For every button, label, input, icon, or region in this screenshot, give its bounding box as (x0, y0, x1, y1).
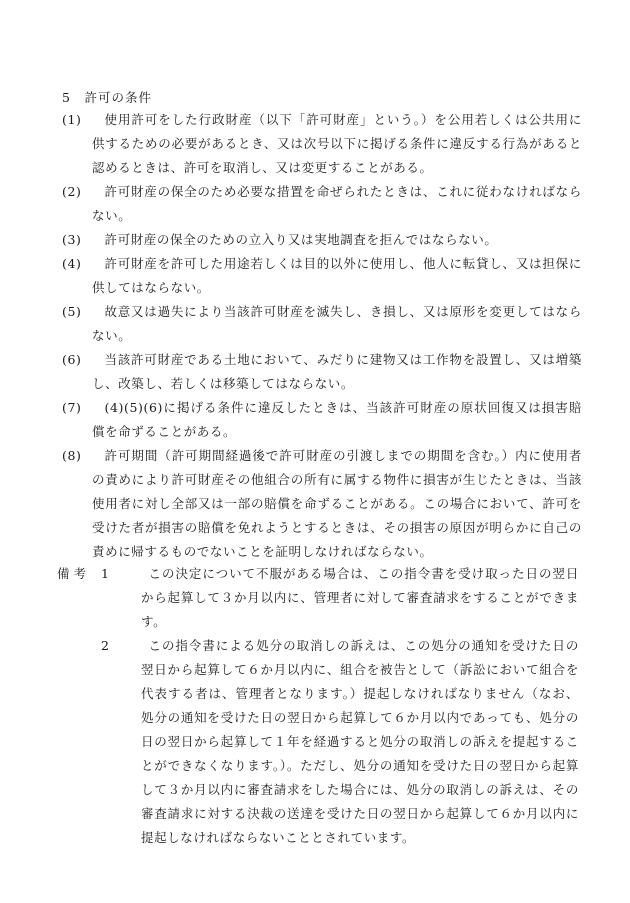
condition-text: 許可財産の保全のため必要な措置を命ぜられたときは、これに従わなければならない。 (92, 184, 582, 223)
condition-number: (7) (62, 400, 82, 415)
condition-number: (3) (62, 232, 82, 247)
condition-text: 許可財産の保全のための立入り又は実地調査を拒んではならない。 (104, 232, 498, 247)
condition-item-4 (62, 252, 582, 300)
section-heading (62, 86, 152, 110)
note-number: 1 (101, 566, 110, 581)
condition-item-6 (62, 348, 582, 396)
condition-number: (5) (62, 304, 82, 319)
note-text: この決定について不服がある場合は、この指令書を受け取った日の翌日から起算して３か月以内に、管理者に対して審査請求をすることができます。 (141, 566, 579, 629)
condition-text: (4)(5)(6)に掲げる条件に違反したときは、当該許可財産の原状回復又は損害賠償を命ずることがある。 (92, 400, 582, 439)
condition-number: (2) (62, 184, 82, 199)
condition-text: 許可期間（許可期間経過後で許可財産の引渡しまでの期間を含む。）内に使用者の責めにより許可財産その他組合の所有に属する物件に損害が生じたときは、当該使用者に対し全部又は一部の賠償を命ずることがある。この場合において、許可を受けた者が損害の賠償を免れようとするときは、その損害の原因が明らかに自己の責めに帰するものでないことを証明しなければならない。 (92, 448, 582, 559)
condition-number: (4) (62, 256, 82, 271)
note-text: この指令書による処分の取消しの訴えは、この処分の通知を受けた日の翌日から起算して６か月以内に、組合を被告として（訴訟において組合を代表する者は、管理者となります。）提起しなければなりません（なお、処分の通知を受けた日の翌日から起算して６か月以内であっても、処分の日の翌日から起算して１年を経過すると処分の取消しの訴えを提起することができなくなります。）。ただし、処分の通知を受けた日の翌日から起算して３か月以内に審査請求をした場合には、処分の取消しの訴えは、その審査請求に対する決裁の送達を受けた日の翌日から起算して６か月以内に提起しなければならないこととされています。 (141, 638, 579, 845)
condition-item-7 (62, 396, 582, 444)
condition-text: 許可財産を許可した用途若しくは目的以外に使用し、他人に転貸し、又は担保に供してはならない。 (92, 256, 582, 295)
section-title: 許可の条件 (84, 90, 152, 105)
section-number: 5 (62, 90, 71, 105)
condition-item-2 (62, 180, 582, 228)
condition-number: (8) (62, 448, 82, 463)
note-item-1 (101, 562, 579, 634)
notes-section (57, 562, 579, 850)
condition-item-5 (62, 300, 582, 348)
condition-text: 使用許可をした行政財産（以下「許可財産」という。）を公用若しくは公共用に供するための必要があるとき、又は次号以下に掲げる条件に違反する行為があると認めるときは、許可を取消し、又は変更することがある。 (92, 112, 582, 175)
notes-label: 備考 (57, 566, 91, 581)
condition-number: (6) (62, 352, 82, 367)
condition-text: 故意又は過失により当該許可財産を滅失し、き損し、又は原形を変更してはならない。 (92, 304, 582, 343)
conditions-list (62, 108, 582, 564)
condition-number: (1) (62, 112, 82, 127)
note-number: 2 (101, 638, 110, 653)
condition-text: 当該許可財産である土地において、みだりに建物又は工作物を設置し、又は増築し、改築し、若しくは移築してはならない。 (92, 352, 582, 391)
condition-item-3 (62, 228, 582, 252)
condition-item-1 (62, 108, 582, 180)
note-item-2 (101, 634, 579, 850)
condition-item-8 (62, 444, 582, 564)
